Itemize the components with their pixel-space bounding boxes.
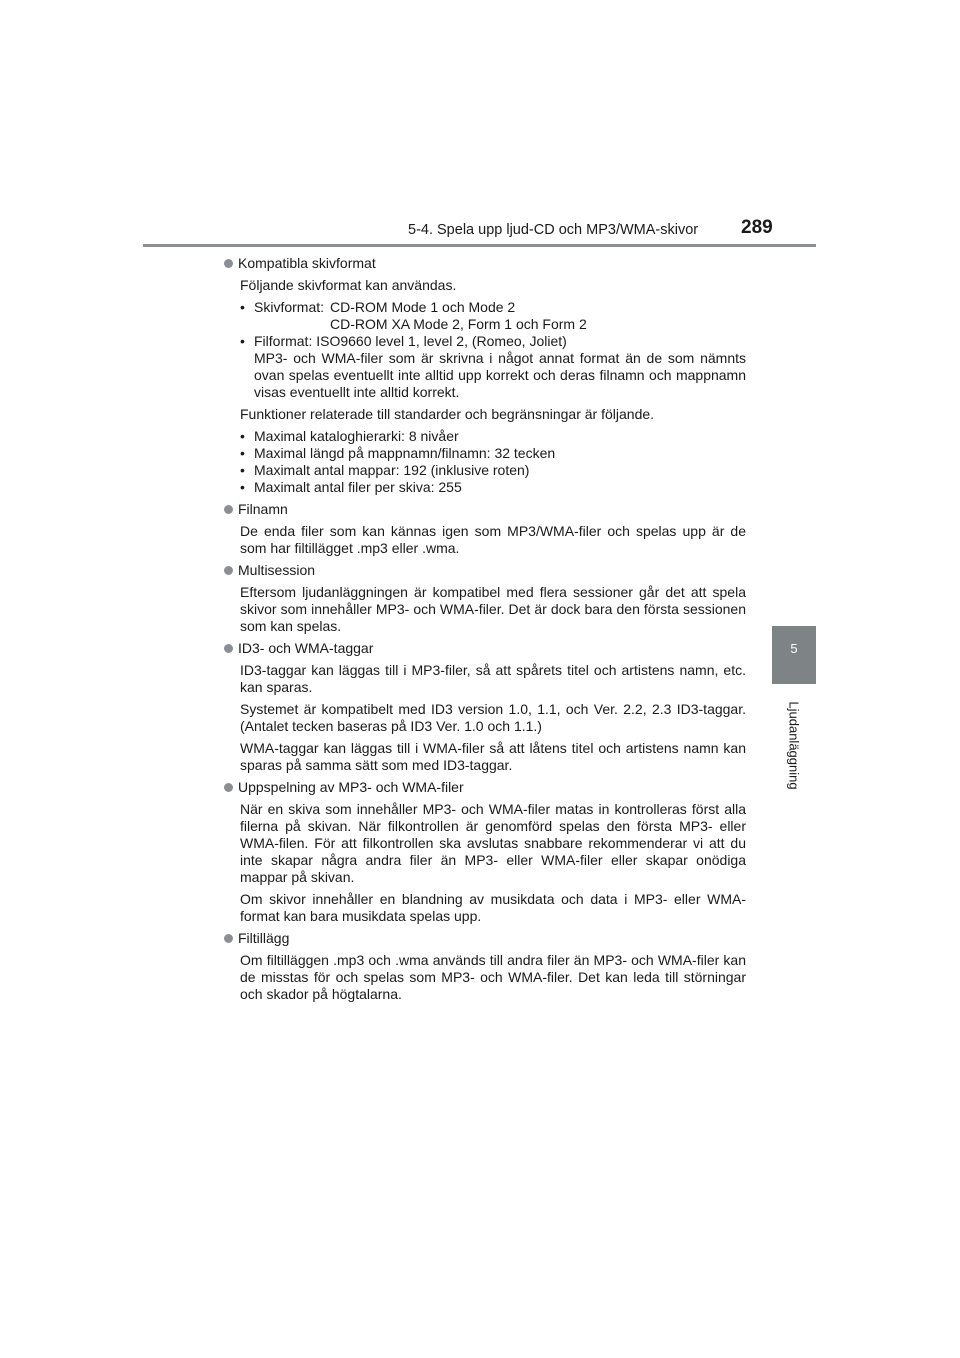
format-list bbox=[240, 299, 746, 401]
page-content bbox=[224, 255, 746, 1008]
bullet-icon bbox=[224, 566, 233, 575]
bullet-icon bbox=[224, 505, 233, 514]
section-multisession bbox=[224, 562, 746, 635]
section-compatible-formats bbox=[224, 255, 746, 496]
paragraph: ID3-taggar kan läggas till i MP3-filer, så att spårets titel och artistens namn, etc. kan sparas. bbox=[240, 662, 746, 695]
fileformat-line: Filformat: ISO9660 level 1, level 2, (Romeo, Joliet) bbox=[254, 333, 567, 349]
bullet-icon bbox=[224, 644, 233, 653]
section-heading-text: Kompatibla skivformat bbox=[238, 255, 376, 271]
bullet-icon bbox=[224, 259, 233, 268]
section-heading bbox=[224, 562, 746, 579]
chapter-tab-number: 5 bbox=[790, 641, 798, 656]
list-item bbox=[240, 299, 746, 333]
section-heading-text: Filtillägg bbox=[238, 930, 290, 946]
section-heading-text: ID3- och WMA-taggar bbox=[238, 640, 374, 656]
list-bullet: • bbox=[240, 462, 245, 478]
format-label: Skivformat: bbox=[254, 299, 325, 315]
page-number: 289 bbox=[741, 217, 773, 238]
section-heading bbox=[224, 255, 746, 272]
section-heading bbox=[224, 501, 746, 518]
list-bullet: • bbox=[240, 333, 245, 349]
paragraph: Om filtilläggen .mp3 och .wma används till andra filer än MP3- och WMA-filer kan de misstas för och spelas som MP3- och WMA-filer. Det kan leda till störningar och skador på högtalarna. bbox=[240, 952, 746, 1002]
list-bullet: • bbox=[240, 479, 245, 495]
list-bullet: • bbox=[240, 445, 245, 461]
chapter-title: 5-4. Spela upp ljud-CD och MP3/WMA-skivor bbox=[408, 222, 699, 238]
paragraph: WMA-taggar kan läggas till i WMA-filer så att låtens titel och artistens namn kan sparas på samma sätt som med ID3-taggar. bbox=[240, 740, 746, 773]
paragraph: När en skiva som innehåller MP3- och WMA-filer matas in kontrolleras först alla filerna på skivan. När filkontrollen är genomförd spelas den första MP3- eller WMA-filen. För att filkontrollen ska avslutas snabbare rekommenderar vi att du inte skapar några andra filer än MP3- eller WMA-filer eller skapar onödiga mappar på skivan. bbox=[240, 801, 746, 885]
section-heading bbox=[224, 640, 746, 657]
bullet-icon bbox=[224, 783, 233, 792]
section-file-extension bbox=[224, 930, 746, 1003]
list-bullet: • bbox=[240, 299, 245, 315]
paragraph: Eftersom ljudanläggningen är kompatibel med flera sessioner går det att spela skivor som innehåller MP3- och WMA-filer. Det är dock bara den första sessionen som kan spelas. bbox=[240, 584, 746, 634]
section-playback bbox=[224, 779, 746, 925]
paragraph: Följande skivformat kan användas. bbox=[240, 277, 457, 293]
list-item bbox=[240, 333, 746, 401]
list-item: • Maximal längd på mappnamn/filnamn: 32 tecken bbox=[240, 445, 556, 461]
section-heading-text: Filnamn bbox=[238, 501, 288, 517]
list-item: • Maximalt antal mappar: 192 (inklusive roten) bbox=[240, 462, 530, 478]
paragraph: Funktioner relaterade till standarder och begränsningar är följande. bbox=[240, 406, 655, 422]
paragraph: Om skivor innehåller en blandning av musikdata och data i MP3- eller WMA-format kan bara musikdata spelas upp. bbox=[240, 891, 746, 924]
header-divider bbox=[143, 244, 816, 247]
bullet-icon bbox=[224, 934, 233, 943]
section-heading-text: Multisession bbox=[238, 562, 316, 578]
list-bullet: • bbox=[240, 428, 245, 444]
paragraph: De enda filer som kan kännas igen som MP3/WMA-filer och spelas upp är de som har filtillägget .mp3 eller .wma. bbox=[240, 523, 746, 556]
list-item: • Maximal kataloghierarki: 8 nivåer bbox=[240, 428, 459, 444]
format-value: CD-ROM Mode 1 och Mode 2 bbox=[330, 299, 516, 315]
list-item: • Maximalt antal filer per skiva: 255 bbox=[240, 479, 462, 495]
chapter-tab bbox=[772, 626, 816, 684]
section-heading-text: Uppspelning av MP3- och WMA-filer bbox=[238, 779, 464, 795]
section-id3-wma-tags bbox=[224, 640, 746, 774]
format-value: CD-ROM XA Mode 2, Form 1 och Form 2 bbox=[330, 316, 587, 332]
limits-list bbox=[240, 428, 746, 496]
chapter-tab-label: Ljudanläggning bbox=[786, 701, 802, 790]
section-filnamn bbox=[224, 501, 746, 557]
paragraph: Systemet är kompatibelt med ID3 version 1.0, 1.1, och Ver. 2.2, 2.3 ID3-taggar. (Antalet tecken baseras på ID3 Ver. 1.0 och 1.1.) bbox=[240, 701, 746, 734]
fileformat-note: MP3- och WMA-filer som är skrivna i något annat format än de som nämnts ovan spelas eventuellt inte alltid upp korrekt och deras filnamn och mappnamn visas eventuellt inte alltid korrekt. bbox=[254, 350, 746, 400]
section-heading bbox=[224, 930, 746, 947]
section-heading bbox=[224, 779, 746, 796]
